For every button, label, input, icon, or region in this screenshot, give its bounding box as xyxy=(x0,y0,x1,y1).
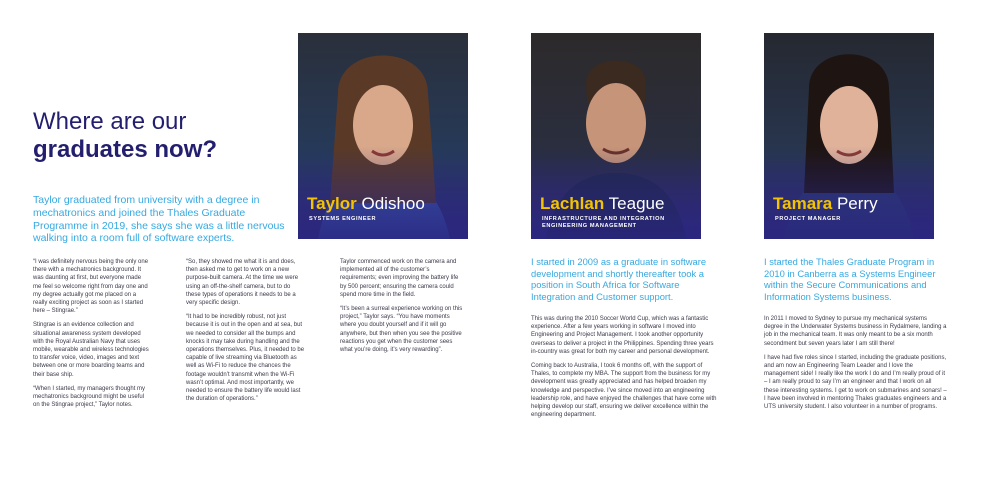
profile-paragraph: In 2011 I moved to Sydney to pursue my mechanical systems degree in the Underwater Systems business in Rydalmere, landing a job in the mechanical team. It was only meant to be a six month secondment but seven years later I am still there! xyxy=(764,316,947,347)
profile-quote-tamara: I started the Thales Graduate Program in 2010 in Canberra as a Systems Engineer within the Secure Communications and Information Systems business. xyxy=(764,256,936,302)
story-column-2 xyxy=(186,258,306,409)
profile-body-tamara xyxy=(764,315,947,417)
profile-name-tamara xyxy=(773,195,878,213)
story-column-1 xyxy=(33,258,151,415)
profile-first-name: Taylor xyxy=(307,194,357,213)
heading-line-1: Where are our xyxy=(33,108,187,135)
profile-role-taylor: SYSTEMS ENGINEER xyxy=(309,216,377,222)
profile-body-lachlan xyxy=(531,315,721,425)
profile-paragraph: Coming back to Australia, I took 6 months off, with the support of Thales, to complete my MBA. The support from the business for my development was greatly appreciated and has helped broaden my knowledge and perspective. I’ve since moved into an engineering leadership role, and have enjoyed the challenges that have come with helping develop our staff, ensuring we deliver excellence within the engineering department. xyxy=(531,363,717,419)
profile-name-taylor xyxy=(307,195,425,213)
heading-line-2: graduates now? xyxy=(33,136,218,163)
profile-paragraph: This was during the 2010 Soccer World Cup, which was a fantastic experience. After a few years working in software I moved into Engineering and Project Management. I took another opportunity overseas to deliver a project in the Philippines. Spending three years in-country was great for both my career and personal development. xyxy=(531,316,714,355)
profile-photo-tamara xyxy=(764,33,934,239)
story-column-3 xyxy=(340,258,466,360)
story-paragraph: “It had to be incredibly robust, not just because it is out in the open and at sea, but we needed to consider all the bumps and knocks it may take during handling and the operations themselves. Plus, it needed to be capable of live streaming via Bluetooth as well as Wi-Fi to reduce the chances the footage wouldn’t transmit when the Wi-Fi wasn’t optimal. And most importantly, we needed to ensure the battery life would last the duration of operations.” xyxy=(186,314,305,403)
profile-role-tamara: PROJECT MANAGER xyxy=(775,216,841,222)
profile-paragraph: I have had five roles since I started, including the graduate positions, and am now an Engineering Team Leader and I love the management side! I really like the work I do and I’m really proud of it – I am really proud to say I’m an engineer and that I work on all these interesting systems. I get to work on submarines and sonars! – I have been involved in mentoring Thales graduates engineers and a UTS university student. I also volunteer in a number of programs. xyxy=(764,354,947,411)
story-paragraph: “When I started, my managers thought my mechatronics background might be useful on the Stingrae project,” Taylor notes. xyxy=(33,385,146,409)
profile-first-name: Tamara xyxy=(773,194,833,213)
profile-last-name: Odishoo xyxy=(361,194,425,213)
story-paragraph: Taylor commenced work on the camera and implemented all of the customer’s requirements; even improving the battery life by 500 percent; ensuring the camera could spend more time in the field. xyxy=(340,259,459,298)
intro-paragraph: Taylor graduated from university with a degree in mechatronics and joined the Thales Graduate Programme in 2019, she says she was a little nervous walking into a room full of software experts. xyxy=(33,194,285,245)
profile-photo-lachlan xyxy=(531,33,701,239)
profile-last-name: Teague xyxy=(608,194,665,213)
profile-name-lachlan xyxy=(540,195,664,213)
story-paragraph: Stingrae is an evidence collection and situational awareness system developed with the Royal Australian Navy that uses mobile, wearable and wireless technologies to transfer voice, video, images and text between one or more boarding teams and their base ship. xyxy=(33,322,149,378)
story-paragraph: “It’s been a surreal experience working on this project,” Taylor says. “You have moments where you doubt yourself and if it will go anywhere, but then when you see the positive reactions you get when the customer sees what you’re doing, it’s very rewarding”. xyxy=(340,306,463,354)
story-paragraph: “I was definitely nervous being the only one there with a mechatronics background. It was daunting at first, but everyone made me feel so welcome right from day one and my degree actually got me placed on a really exciting project as soon as I started here – Stingrae.” xyxy=(33,259,149,315)
profile-photo-taylor xyxy=(298,33,468,239)
profile-last-name: Perry xyxy=(836,194,878,213)
page-heading xyxy=(33,108,273,164)
profile-role-lachlan: INFRASTRUCTURE AND INTEGRATION ENGINEERING MANAGEMENT xyxy=(542,216,665,229)
profile-quote-lachlan: I started in 2009 as a graduate in software development and shortly thereafter took a position in South Africa for Software Integration and Customer support. xyxy=(531,256,707,302)
story-paragraph: “So, they showed me what it is and does, then asked me to get to work on a new purpose-built camera. At the time we were using an off-the-shelf camera, but to do these types of operations it needs to be a very specific design. xyxy=(186,259,299,307)
profile-first-name: Lachlan xyxy=(540,194,605,213)
